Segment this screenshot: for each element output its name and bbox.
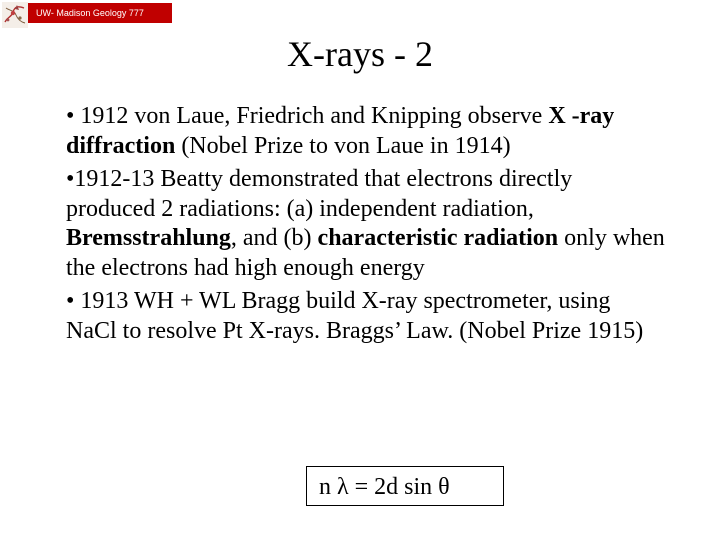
bullet-text: 1913 WH + WL Bragg build X-ray spectrometer, using NaCl to resolve Pt X-rays. Braggs’ Law. (Nobel Prize 1915) <box>66 288 644 344</box>
bullet-item-3 <box>66 287 666 346</box>
bullet-marker: • <box>66 288 75 314</box>
bold-term-characteristic-radiation: characteristic radiation <box>317 225 559 251</box>
bullet-marker: • <box>66 166 75 192</box>
bullet-item-2 <box>66 165 666 283</box>
slide-title: X-rays - 2 <box>287 34 433 74</box>
bullet-text: 1912 von Laue, Friedrich and Knipping observe <box>74 103 549 129</box>
course-banner: UW- Madison Geology 777 <box>28 3 172 23</box>
slide-body <box>66 102 666 350</box>
bragg-law-formula-box: n λ = 2d sin θ <box>306 466 504 506</box>
bullet-text: , and (b) <box>230 225 318 251</box>
bullet-text: only when the electrons had high enough energy <box>66 225 665 281</box>
bullet-text: 1912-13 Beatty demonstrated that electrons directly produced 2 radiations: (a) independent radiation, <box>66 166 573 222</box>
bullet-marker: • <box>66 103 75 129</box>
bullet-item-1 <box>66 102 666 161</box>
campus-map-logo-icon <box>2 2 28 28</box>
bullet-text: (Nobel Prize to von Laue in 1914) <box>175 132 511 159</box>
bold-term-xray-diffraction: X -ray diffraction <box>66 103 615 159</box>
bold-term-bremsstrahlung: Bremsstrahlung <box>66 225 231 251</box>
